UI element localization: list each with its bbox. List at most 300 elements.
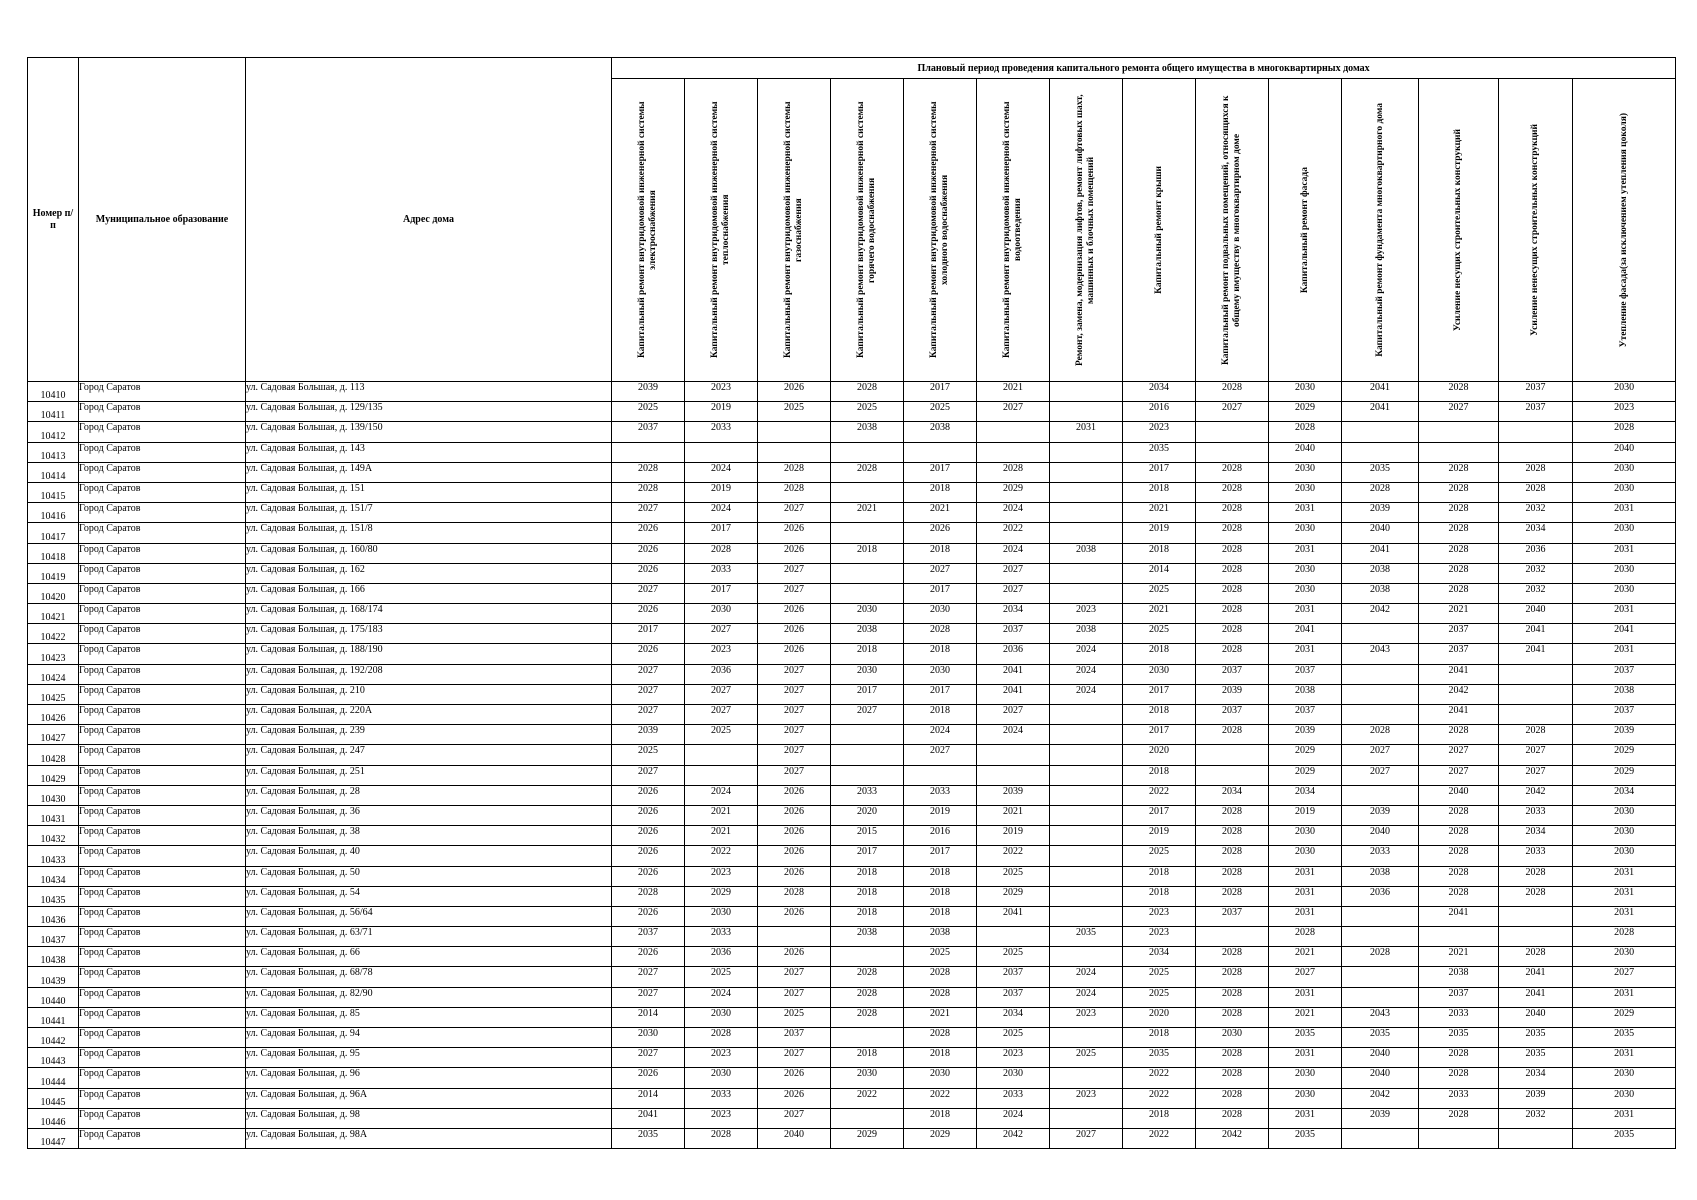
year-cell bbox=[1196, 745, 1269, 765]
year-cell: 2040 bbox=[1342, 826, 1419, 846]
year-cell: 2035 bbox=[1050, 927, 1123, 947]
year-cell: 2028 bbox=[904, 1028, 977, 1048]
row-number-cell: 10418 bbox=[28, 543, 79, 563]
year-cell: 2028 bbox=[1196, 967, 1269, 987]
year-cell: 2030 bbox=[1269, 462, 1342, 482]
year-cell: 2020 bbox=[1123, 1007, 1196, 1027]
year-cell: 2041 bbox=[1573, 624, 1676, 644]
table-row bbox=[28, 563, 1676, 583]
year-cell: 2018 bbox=[831, 644, 904, 664]
municipality-cell: Город Саратов bbox=[79, 705, 246, 725]
year-cell: 2031 bbox=[1269, 1048, 1342, 1068]
row-number-cell: 10431 bbox=[28, 805, 79, 825]
year-cell bbox=[1342, 705, 1419, 725]
row-number-cell: 10444 bbox=[28, 1068, 79, 1088]
address-cell: ул. Садовая Большая, д. 54 bbox=[246, 886, 612, 906]
capital-repair-table bbox=[27, 57, 1676, 1149]
year-cell: 2026 bbox=[612, 826, 685, 846]
year-cell: 2035 bbox=[1342, 1028, 1419, 1048]
year-cell bbox=[1050, 583, 1123, 603]
year-cell: 2029 bbox=[1269, 745, 1342, 765]
year-cell: 2028 bbox=[685, 1028, 758, 1048]
address-cell: ул. Садовая Большая, д. 143 bbox=[246, 442, 612, 462]
year-cell: 2028 bbox=[1342, 947, 1419, 967]
address-cell: ул. Садовая Большая, д. 82/90 bbox=[246, 987, 612, 1007]
year-cell: 2033 bbox=[1419, 1007, 1499, 1027]
header-work-5 bbox=[904, 79, 977, 382]
year-cell: 2021 bbox=[831, 503, 904, 523]
header-work-label: Усиление ненесущих строительных конструкций bbox=[1530, 124, 1540, 336]
year-cell: 2026 bbox=[612, 947, 685, 967]
year-cell: 2024 bbox=[1050, 664, 1123, 684]
municipality-cell: Город Саратов bbox=[79, 382, 246, 402]
year-cell: 2031 bbox=[1573, 503, 1676, 523]
table-row bbox=[28, 644, 1676, 664]
year-cell: 2025 bbox=[1123, 583, 1196, 603]
year-cell: 2028 bbox=[1196, 987, 1269, 1007]
year-cell: 2026 bbox=[758, 543, 831, 563]
year-cell: 2028 bbox=[1419, 583, 1499, 603]
year-cell: 2037 bbox=[1269, 705, 1342, 725]
year-cell bbox=[977, 927, 1050, 947]
year-cell: 2026 bbox=[612, 543, 685, 563]
address-cell: ул. Садовая Большая, д. 98А bbox=[246, 1128, 612, 1148]
table-row bbox=[28, 1028, 1676, 1048]
table-row bbox=[28, 604, 1676, 624]
table-row bbox=[28, 503, 1676, 523]
municipality-cell: Город Саратов bbox=[79, 906, 246, 926]
year-cell bbox=[1050, 846, 1123, 866]
municipality-cell: Город Саратов bbox=[79, 785, 246, 805]
year-cell: 2020 bbox=[831, 805, 904, 825]
year-cell: 2038 bbox=[1342, 563, 1419, 583]
row-number-cell: 10436 bbox=[28, 906, 79, 926]
year-cell: 2018 bbox=[904, 1048, 977, 1068]
year-cell: 2020 bbox=[1123, 745, 1196, 765]
year-cell: 2040 bbox=[1342, 1068, 1419, 1088]
municipality-cell: Город Саратов bbox=[79, 563, 246, 583]
year-cell: 2017 bbox=[1123, 725, 1196, 745]
year-cell: 2028 bbox=[831, 462, 904, 482]
year-cell: 2018 bbox=[1123, 765, 1196, 785]
year-cell: 2021 bbox=[685, 826, 758, 846]
year-cell: 2017 bbox=[1123, 684, 1196, 704]
table-row bbox=[28, 402, 1676, 422]
address-cell: ул. Садовая Большая, д. 113 bbox=[246, 382, 612, 402]
year-cell: 2041 bbox=[1499, 624, 1573, 644]
row-number-cell: 10434 bbox=[28, 866, 79, 886]
address-cell: ул. Садовая Большая, д. 96А bbox=[246, 1088, 612, 1108]
table-row bbox=[28, 967, 1676, 987]
municipality-cell: Город Саратов bbox=[79, 1128, 246, 1148]
municipality-cell: Город Саратов bbox=[79, 684, 246, 704]
address-cell: ул. Садовая Большая, д. 151/8 bbox=[246, 523, 612, 543]
row-number-cell: 10440 bbox=[28, 987, 79, 1007]
address-cell: ул. Садовая Большая, д. 251 bbox=[246, 765, 612, 785]
year-cell: 2018 bbox=[904, 1108, 977, 1128]
year-cell: 2037 bbox=[1419, 624, 1499, 644]
year-cell: 2028 bbox=[1419, 805, 1499, 825]
year-cell: 2017 bbox=[685, 523, 758, 543]
year-cell bbox=[1499, 927, 1573, 947]
year-cell: 2026 bbox=[758, 624, 831, 644]
year-cell: 2035 bbox=[1269, 1128, 1342, 1148]
table-row bbox=[28, 1007, 1676, 1027]
year-cell: 2026 bbox=[612, 805, 685, 825]
year-cell: 2030 bbox=[1269, 523, 1342, 543]
year-cell: 2023 bbox=[1573, 402, 1676, 422]
header-work-14 bbox=[1573, 79, 1676, 382]
year-cell: 2042 bbox=[1342, 604, 1419, 624]
year-cell bbox=[1419, 1128, 1499, 1148]
table-row bbox=[28, 684, 1676, 704]
header-work-12 bbox=[1419, 79, 1499, 382]
year-cell: 2018 bbox=[904, 886, 977, 906]
year-cell: 2040 bbox=[1499, 1007, 1573, 1027]
year-cell bbox=[1050, 462, 1123, 482]
year-cell bbox=[1499, 664, 1573, 684]
year-cell: 2021 bbox=[1419, 604, 1499, 624]
year-cell bbox=[1050, 402, 1123, 422]
year-cell: 2025 bbox=[904, 402, 977, 422]
year-cell: 2022 bbox=[904, 1088, 977, 1108]
year-cell: 2023 bbox=[1123, 906, 1196, 926]
year-cell: 2027 bbox=[977, 705, 1050, 725]
year-cell: 2028 bbox=[1573, 927, 1676, 947]
year-cell: 2039 bbox=[977, 785, 1050, 805]
year-cell: 2025 bbox=[612, 745, 685, 765]
year-cell: 2030 bbox=[1269, 846, 1342, 866]
year-cell: 2028 bbox=[1196, 1007, 1269, 1027]
year-cell: 2026 bbox=[758, 523, 831, 543]
year-cell: 2027 bbox=[1419, 765, 1499, 785]
municipality-cell: Город Саратов bbox=[79, 805, 246, 825]
year-cell: 2023 bbox=[685, 382, 758, 402]
year-cell: 2022 bbox=[1123, 1068, 1196, 1088]
year-cell: 2028 bbox=[1196, 947, 1269, 967]
table-row bbox=[28, 906, 1676, 926]
table-row bbox=[28, 543, 1676, 563]
year-cell: 2028 bbox=[1419, 886, 1499, 906]
year-cell: 2027 bbox=[1196, 402, 1269, 422]
year-cell: 2017 bbox=[904, 382, 977, 402]
table-row bbox=[28, 1068, 1676, 1088]
year-cell bbox=[1050, 705, 1123, 725]
year-cell: 2019 bbox=[1123, 826, 1196, 846]
year-cell: 2028 bbox=[1196, 644, 1269, 664]
year-cell: 2037 bbox=[1499, 382, 1573, 402]
year-cell: 2039 bbox=[1342, 503, 1419, 523]
row-number-cell: 10415 bbox=[28, 482, 79, 502]
year-cell: 2027 bbox=[1269, 967, 1342, 987]
year-cell bbox=[1342, 422, 1419, 442]
year-cell: 2029 bbox=[1573, 765, 1676, 785]
header-work-label: Капитальный ремонт внутридомовой инженерной системы электроснабжения bbox=[637, 101, 658, 359]
row-number-cell: 10438 bbox=[28, 947, 79, 967]
year-cell: 2027 bbox=[758, 987, 831, 1007]
year-cell: 2018 bbox=[1123, 482, 1196, 502]
year-cell: 2026 bbox=[758, 846, 831, 866]
year-cell: 2030 bbox=[1269, 382, 1342, 402]
row-number-cell: 10430 bbox=[28, 785, 79, 805]
year-cell: 2024 bbox=[685, 503, 758, 523]
year-cell: 2024 bbox=[1050, 967, 1123, 987]
year-cell: 2029 bbox=[977, 886, 1050, 906]
year-cell: 2028 bbox=[977, 462, 1050, 482]
year-cell bbox=[1050, 442, 1123, 462]
year-cell: 2033 bbox=[1499, 805, 1573, 825]
year-cell: 2034 bbox=[1499, 826, 1573, 846]
table-row bbox=[28, 725, 1676, 745]
year-cell: 2027 bbox=[1499, 765, 1573, 785]
year-cell: 2035 bbox=[1499, 1028, 1573, 1048]
year-cell: 2027 bbox=[612, 583, 685, 603]
header-work-label: Усиление несущих строительных конструкций bbox=[1453, 128, 1463, 332]
year-cell: 2030 bbox=[831, 604, 904, 624]
year-cell: 2037 bbox=[612, 422, 685, 442]
year-cell: 2025 bbox=[685, 967, 758, 987]
row-number-cell: 10421 bbox=[28, 604, 79, 624]
year-cell: 2030 bbox=[831, 1068, 904, 1088]
year-cell: 2024 bbox=[685, 785, 758, 805]
municipality-cell: Город Саратов bbox=[79, 624, 246, 644]
year-cell: 2025 bbox=[904, 947, 977, 967]
year-cell: 2043 bbox=[1342, 644, 1419, 664]
row-number-cell: 10432 bbox=[28, 826, 79, 846]
year-cell: 2029 bbox=[1573, 745, 1676, 765]
year-cell: 2028 bbox=[1573, 422, 1676, 442]
table-row bbox=[28, 705, 1676, 725]
municipality-cell: Город Саратов bbox=[79, 462, 246, 482]
table-row bbox=[28, 866, 1676, 886]
year-cell: 2038 bbox=[1269, 684, 1342, 704]
row-number-cell: 10420 bbox=[28, 583, 79, 603]
year-cell: 2028 bbox=[1419, 382, 1499, 402]
year-cell: 2018 bbox=[904, 644, 977, 664]
year-cell: 2031 bbox=[1269, 644, 1342, 664]
year-cell: 2028 bbox=[758, 482, 831, 502]
year-cell: 2031 bbox=[1573, 604, 1676, 624]
year-cell: 2031 bbox=[1269, 604, 1342, 624]
year-cell: 2034 bbox=[1499, 523, 1573, 543]
year-cell: 2018 bbox=[1123, 705, 1196, 725]
header-work-label: Капитальный ремонт внутридомовой инженерной системы горячего водоснабжения bbox=[856, 101, 877, 359]
year-cell: 2018 bbox=[904, 543, 977, 563]
year-cell: 2027 bbox=[758, 1108, 831, 1128]
year-cell: 2041 bbox=[1499, 987, 1573, 1007]
year-cell: 2038 bbox=[831, 422, 904, 442]
year-cell: 2028 bbox=[1196, 604, 1269, 624]
year-cell: 2031 bbox=[1269, 886, 1342, 906]
year-cell bbox=[1050, 886, 1123, 906]
year-cell: 2027 bbox=[685, 684, 758, 704]
year-cell: 2023 bbox=[1123, 422, 1196, 442]
year-cell bbox=[1499, 442, 1573, 462]
year-cell: 2022 bbox=[1123, 785, 1196, 805]
table-row bbox=[28, 886, 1676, 906]
year-cell: 2031 bbox=[1269, 1108, 1342, 1128]
year-cell: 2028 bbox=[1196, 462, 1269, 482]
row-number-cell: 10414 bbox=[28, 462, 79, 482]
header-work-label: Капитальный ремонт крыши bbox=[1153, 166, 1164, 294]
year-cell bbox=[831, 583, 904, 603]
year-cell: 2028 bbox=[904, 624, 977, 644]
year-cell: 2033 bbox=[1419, 1088, 1499, 1108]
year-cell: 2037 bbox=[977, 624, 1050, 644]
year-cell: 2040 bbox=[1499, 604, 1573, 624]
year-cell: 2028 bbox=[1419, 503, 1499, 523]
municipality-cell: Город Саратов bbox=[79, 927, 246, 947]
year-cell bbox=[831, 725, 904, 745]
year-cell: 2023 bbox=[977, 1048, 1050, 1068]
repair-schedule-grid bbox=[27, 57, 1676, 1149]
year-cell: 2028 bbox=[831, 382, 904, 402]
year-cell: 2026 bbox=[612, 604, 685, 624]
year-cell: 2041 bbox=[1342, 382, 1419, 402]
year-cell: 2030 bbox=[977, 1068, 1050, 1088]
year-cell bbox=[831, 765, 904, 785]
address-cell: ул. Садовая Большая, д. 210 bbox=[246, 684, 612, 704]
year-cell: 2027 bbox=[758, 705, 831, 725]
year-cell: 2033 bbox=[904, 785, 977, 805]
year-cell: 2025 bbox=[758, 1007, 831, 1027]
year-cell: 2028 bbox=[1419, 1068, 1499, 1088]
year-cell bbox=[758, 422, 831, 442]
year-cell: 2028 bbox=[1419, 462, 1499, 482]
row-number-cell: 10435 bbox=[28, 886, 79, 906]
year-cell: 2018 bbox=[1123, 1028, 1196, 1048]
year-cell bbox=[1050, 947, 1123, 967]
row-number-cell: 10428 bbox=[28, 745, 79, 765]
table-row bbox=[28, 664, 1676, 684]
year-cell: 2017 bbox=[612, 624, 685, 644]
year-cell: 2028 bbox=[1499, 886, 1573, 906]
table-row bbox=[28, 805, 1676, 825]
year-cell: 2029 bbox=[904, 1128, 977, 1148]
year-cell: 2029 bbox=[831, 1128, 904, 1148]
year-cell: 2030 bbox=[904, 664, 977, 684]
year-cell: 2028 bbox=[1196, 1088, 1269, 1108]
year-cell: 2037 bbox=[1419, 644, 1499, 664]
year-cell: 2030 bbox=[1573, 826, 1676, 846]
year-cell: 2042 bbox=[1419, 684, 1499, 704]
municipality-cell: Город Саратов bbox=[79, 422, 246, 442]
year-cell: 2027 bbox=[758, 583, 831, 603]
year-cell bbox=[904, 442, 977, 462]
year-cell: 2031 bbox=[1573, 1048, 1676, 1068]
year-cell: 2019 bbox=[1123, 523, 1196, 543]
row-number-cell: 10433 bbox=[28, 846, 79, 866]
year-cell: 2037 bbox=[1419, 987, 1499, 1007]
year-cell bbox=[1342, 967, 1419, 987]
address-cell: ул. Садовая Большая, д. 40 bbox=[246, 846, 612, 866]
year-cell bbox=[831, 482, 904, 502]
year-cell: 2029 bbox=[1269, 402, 1342, 422]
year-cell bbox=[1342, 987, 1419, 1007]
address-cell: ул. Садовая Большая, д. 192/208 bbox=[246, 664, 612, 684]
year-cell: 2041 bbox=[977, 664, 1050, 684]
year-cell: 2030 bbox=[1269, 826, 1342, 846]
year-cell: 2027 bbox=[685, 624, 758, 644]
year-cell: 2039 bbox=[1196, 684, 1269, 704]
year-cell: 2025 bbox=[1123, 846, 1196, 866]
year-cell: 2028 bbox=[1499, 462, 1573, 482]
municipality-cell: Город Саратов bbox=[79, 664, 246, 684]
year-cell: 2018 bbox=[1123, 543, 1196, 563]
year-cell: 2033 bbox=[685, 927, 758, 947]
year-cell: 2027 bbox=[758, 967, 831, 987]
year-cell: 2024 bbox=[977, 503, 1050, 523]
year-cell: 2032 bbox=[1499, 503, 1573, 523]
year-cell: 2038 bbox=[1342, 866, 1419, 886]
header-work-7 bbox=[1050, 79, 1123, 382]
year-cell: 2027 bbox=[612, 987, 685, 1007]
year-cell: 2023 bbox=[685, 1048, 758, 1068]
header-work-label: Капитальный ремонт фундамента многоквартирного дома bbox=[1374, 103, 1385, 357]
year-cell: 2027 bbox=[977, 563, 1050, 583]
year-cell: 2028 bbox=[758, 462, 831, 482]
year-cell: 2034 bbox=[1123, 947, 1196, 967]
municipality-cell: Город Саратов bbox=[79, 523, 246, 543]
year-cell: 2028 bbox=[1499, 482, 1573, 502]
year-cell: 2018 bbox=[1123, 1108, 1196, 1128]
year-cell: 2018 bbox=[831, 906, 904, 926]
municipality-cell: Город Саратов bbox=[79, 482, 246, 502]
year-cell: 2025 bbox=[1050, 1048, 1123, 1068]
row-number-cell: 10427 bbox=[28, 725, 79, 745]
year-cell bbox=[1050, 1108, 1123, 1128]
table-row bbox=[28, 927, 1676, 947]
table-row bbox=[28, 382, 1676, 402]
year-cell: 2039 bbox=[1269, 725, 1342, 745]
year-cell: 2032 bbox=[1499, 1108, 1573, 1128]
header-work-label: Капитальный ремонт внутридомовой инженерной системы теплоснабжения bbox=[710, 101, 731, 359]
year-cell: 2037 bbox=[612, 927, 685, 947]
year-cell: 2028 bbox=[1196, 382, 1269, 402]
year-cell: 2025 bbox=[685, 725, 758, 745]
row-number-cell: 10442 bbox=[28, 1028, 79, 1048]
year-cell: 2033 bbox=[685, 422, 758, 442]
year-cell: 2030 bbox=[685, 1068, 758, 1088]
year-cell: 2024 bbox=[685, 462, 758, 482]
year-cell: 2041 bbox=[1499, 967, 1573, 987]
year-cell: 2026 bbox=[758, 785, 831, 805]
row-number-cell: 10423 bbox=[28, 644, 79, 664]
year-cell: 2028 bbox=[612, 886, 685, 906]
year-cell: 2030 bbox=[1573, 846, 1676, 866]
year-cell: 2028 bbox=[1196, 563, 1269, 583]
year-cell: 2038 bbox=[904, 422, 977, 442]
year-cell bbox=[1419, 442, 1499, 462]
row-number-cell: 10425 bbox=[28, 684, 79, 704]
year-cell: 2028 bbox=[1499, 947, 1573, 967]
year-cell: 2025 bbox=[977, 1028, 1050, 1048]
year-cell: 2028 bbox=[1196, 1048, 1269, 1068]
address-cell: ул. Садовая Большая, д. 139/150 bbox=[246, 422, 612, 442]
year-cell: 2030 bbox=[1573, 563, 1676, 583]
municipality-cell: Город Саратов bbox=[79, 1108, 246, 1128]
municipality-cell: Город Саратов bbox=[79, 1028, 246, 1048]
year-cell bbox=[685, 442, 758, 462]
year-cell: 2017 bbox=[904, 684, 977, 704]
year-cell: 2021 bbox=[1269, 947, 1342, 967]
year-cell bbox=[1342, 664, 1419, 684]
address-cell: ул. Садовая Большая, д. 98 bbox=[246, 1108, 612, 1128]
year-cell: 2031 bbox=[1269, 866, 1342, 886]
year-cell: 2021 bbox=[977, 382, 1050, 402]
year-cell: 2030 bbox=[831, 664, 904, 684]
table-row bbox=[28, 442, 1676, 462]
